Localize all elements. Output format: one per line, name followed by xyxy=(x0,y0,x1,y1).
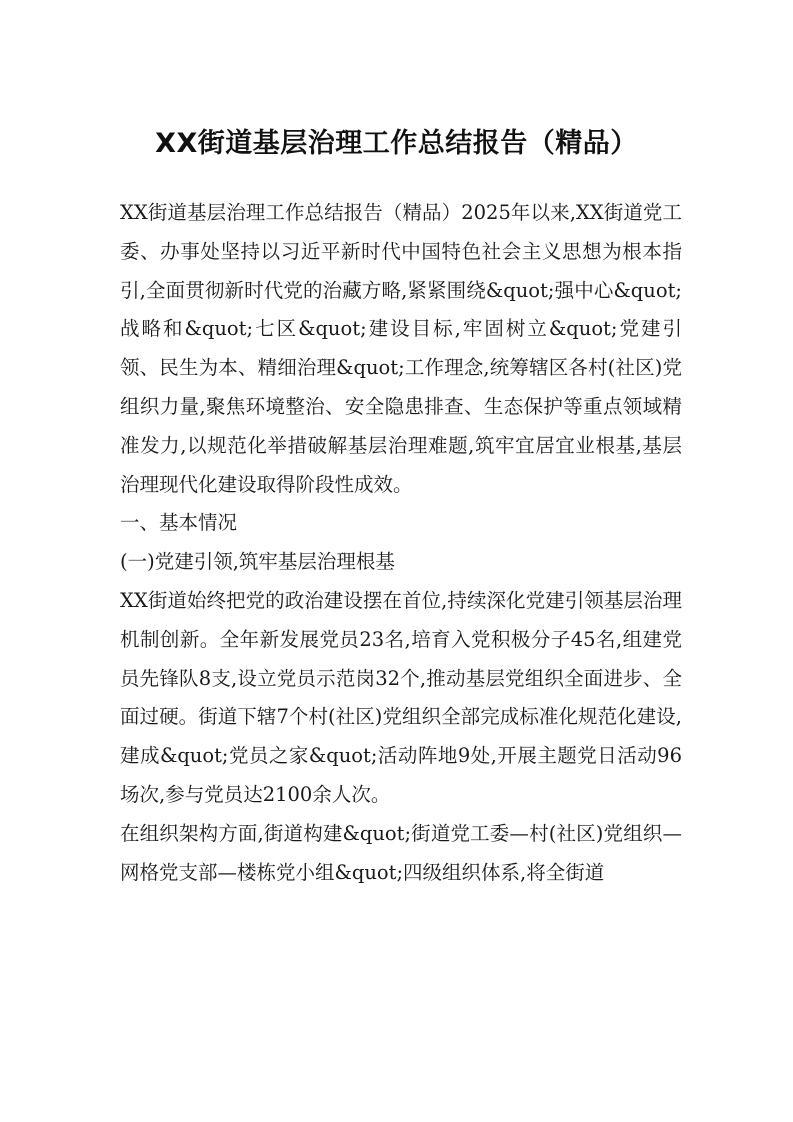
party-building-paragraph: XX街道始终把党的政治建设摆在首位,持续深化党建引领基层治理机制创新。全年新发展党员23名,培育入党积极分子45名,组建党员先锋队8支,设立党员示范岗32个,推动基层党组织全面进步、全面过硬。街道下辖7个村(社区)党组织全部完成标准化规范化建设,建成&quot;党员之家&quot;活动阵地9处,开展主题党日活动96场次,参与党员达2100余人次。 xyxy=(120,588,682,806)
intro-paragraph: XX街道基层治理工作总结报告（精品）2025年以来,XX街道党工委、办事处坚持以习近平新时代中国特色社会主义思想为根本指引,全面贯彻新时代党的治藏方略,紧紧围绕&quot;强中心&quot;战略和&quot;七区&quot;建设目标,牢固树立&quot;党建引领、民生为本、精细治理&quot;工作理念,统筹辖区各村(社区)党组织力量,聚焦环境整治、安全隐患排查、生态保护等重点领域精准发力,以规范化举措破解基层治理难题,筑牢宜居宜业根基,基层治理现代化建设取得阶段性成效。 xyxy=(120,201,682,496)
section-heading: 一、基本情况 xyxy=(120,511,238,535)
document-body xyxy=(120,194,682,892)
organization-paragraph: 在组织架构方面,街道构建&quot;街道党工委—村(社区)党组织—网格党支部—楼栋党小组&quot;四级组织体系,将全街道 xyxy=(120,821,682,884)
subsection-heading: (一)党建引领,筑牢基层治理根基 xyxy=(120,550,395,574)
document-title: XX街道基层治理工作总结报告（精品） xyxy=(155,128,638,159)
